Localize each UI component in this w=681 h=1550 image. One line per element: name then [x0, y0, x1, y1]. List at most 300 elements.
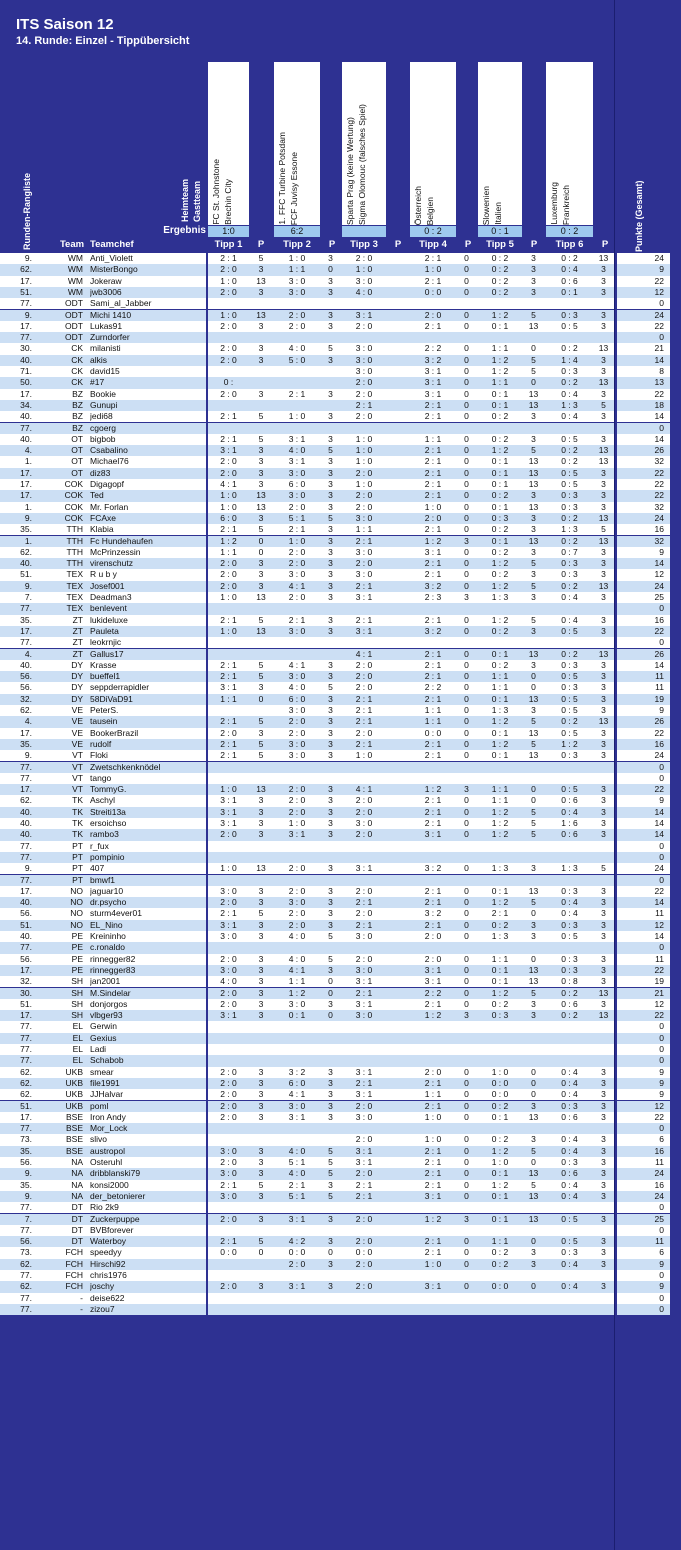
table-row: [0, 389, 681, 400]
cell-tipp5: 0 : 1: [491, 501, 509, 512]
cell-tipp3: 2 : 1: [355, 1077, 373, 1088]
cell-p6: 3: [601, 738, 606, 749]
cell-team: BZ: [72, 399, 83, 410]
cell-tipp2: 1 : 1: [288, 976, 306, 987]
cell-p3: [386, 954, 409, 965]
cell-p6: 3: [601, 546, 606, 557]
cell-tipp4: 2 : 1: [424, 919, 442, 930]
cell-tipp2: 3 : 0: [288, 750, 306, 761]
cell-p4: [456, 1304, 477, 1315]
tip-column-label: Tipp 4: [419, 239, 447, 250]
cell-tipp4: 0 : 0: [424, 286, 442, 297]
cell-total-points: 9: [659, 1077, 664, 1088]
cell-tipp2: 3 : 0: [288, 275, 306, 286]
cell-p6: [593, 1021, 614, 1032]
cell-team: FCH: [65, 1258, 83, 1269]
cell-tipp6: 0 : 5: [561, 671, 578, 682]
cell-team: PE: [71, 964, 83, 975]
cell-tipp4: 2 : 1: [424, 1168, 442, 1179]
cell-tipp6: 0 : 2: [561, 253, 578, 263]
cell-tipp4: 1 : 0: [424, 1258, 442, 1269]
cell-rank: 17.: [20, 1111, 32, 1122]
cell-tipp5: [478, 1293, 522, 1304]
table-row: [0, 1270, 681, 1281]
cell-p1: 3: [258, 1010, 264, 1021]
cell-tipp5: 1 : 0: [491, 1066, 509, 1077]
cell-p1: 3: [258, 919, 264, 930]
cell-p6: [593, 1055, 614, 1066]
cell-rank: 77.: [20, 1044, 32, 1054]
cell-teamchef: Krasse: [90, 659, 117, 670]
cell-tipp2: 3 : 0: [288, 705, 306, 715]
table-row: [0, 1281, 681, 1292]
cell-tipp4: 2 : 1: [424, 1100, 442, 1111]
table-row: [0, 931, 681, 942]
cell-p5: 13: [528, 467, 539, 478]
cell-p3: [386, 1293, 409, 1304]
points-column-label: P: [328, 239, 336, 250]
cell-tipp4: [410, 1202, 456, 1213]
cell-tipp2: 4 : 0: [288, 445, 306, 456]
cell-tipp2: 4 : 0: [288, 1145, 306, 1156]
cell-tipp3: 3 : 0: [355, 343, 373, 354]
cell-p6: 13: [598, 648, 609, 659]
table-row: [0, 490, 681, 501]
cell-p3: [386, 377, 409, 388]
cell-rank: 40.: [20, 558, 32, 569]
cell-p4: 0: [464, 512, 469, 523]
cell-p2: 5: [328, 1145, 333, 1156]
cell-rank: 7.: [24, 1213, 32, 1224]
cell-total-points: 0: [659, 1044, 664, 1054]
cell-tipp6: [546, 1202, 593, 1213]
cell-tipp4: [410, 773, 456, 784]
cell-total-points: 12: [654, 919, 664, 930]
cell-p3: [386, 750, 409, 761]
cell-tipp6: 0 : 4: [561, 1145, 578, 1156]
cell-p2: [320, 1021, 341, 1032]
match-away-team: Belgien: [425, 196, 435, 225]
cell-team: VT: [72, 750, 83, 761]
cell-team: ODT: [65, 320, 83, 331]
cell-rank: 77.: [20, 1123, 32, 1134]
cell-p6: [593, 1270, 614, 1281]
cell-total-points: 14: [654, 354, 664, 365]
cell-tipp1: 2 : 0: [220, 354, 237, 365]
cell-p4: 0: [464, 885, 469, 896]
cell-teamchef: rinnegger83: [90, 964, 136, 975]
cell-tipp2: 3 : 0: [288, 569, 306, 580]
cell-p1: 3: [258, 445, 264, 456]
cell-rank: 9.: [24, 309, 32, 320]
cell-p1: 3: [258, 1077, 264, 1088]
cell-tipp1: 2 : 0: [220, 998, 237, 1009]
cell-p6: 3: [601, 309, 606, 320]
cell-tipp1: 2 : 0: [220, 558, 237, 569]
cell-tipp2: 3 : 0: [288, 625, 306, 636]
cell-tipp2: [274, 1304, 320, 1315]
cell-team: DY: [71, 671, 83, 682]
points-column-label: P: [464, 239, 472, 250]
cell-total-points: 0: [659, 1270, 664, 1280]
cell-p1: 3: [258, 286, 264, 297]
cell-rank: 4.: [24, 648, 32, 659]
cell-p4: 0: [464, 1066, 469, 1077]
cell-teamchef: zizou7: [90, 1303, 115, 1314]
cell-tipp2: [274, 942, 320, 953]
cell-tipp6: 0 : 3: [561, 501, 578, 512]
cell-tipp4: 2 : 1: [424, 885, 442, 896]
cell-p4: 0: [464, 558, 469, 569]
cell-teamchef: 58DiVaD91: [90, 693, 133, 704]
cell-team: BSE: [65, 1123, 83, 1134]
cell-total-points: 9: [659, 1089, 664, 1100]
cell-p2: [320, 637, 341, 648]
cell-p4: 3: [464, 592, 469, 602]
cell-p3: [386, 355, 409, 366]
cell-p4: 0: [464, 705, 469, 715]
cell-p6: 3: [601, 953, 606, 964]
cell-p5: 3: [531, 705, 536, 715]
cell-tipp3: 3 : 0: [355, 546, 373, 557]
cell-p5: [522, 1225, 545, 1236]
table-row: [0, 1236, 681, 1247]
cell-tipp1: 2 : 0: [220, 1111, 237, 1122]
cell-p5: 13: [528, 1168, 539, 1179]
cell-p4: 0: [464, 738, 469, 749]
cell-tipp1: 1 : 1: [220, 693, 237, 704]
cell-tipp5: [478, 942, 522, 953]
cell-tipp4: 2 : 1: [424, 524, 442, 535]
cell-p2: 3: [328, 501, 333, 512]
cell-p6: 3: [601, 1089, 606, 1100]
cell-p3: [386, 920, 409, 931]
cell-tipp2: 4 : 0: [288, 1168, 306, 1179]
cell-p5: 0: [531, 1089, 536, 1100]
cell-team: DT: [71, 1224, 83, 1235]
cell-p4: 0: [464, 1247, 469, 1258]
cell-tipp3: 4 : 1: [355, 784, 373, 795]
cell-p5: 0: [531, 682, 536, 693]
cell-tipp1: 3 : 0: [220, 1190, 237, 1201]
cell-teamchef: vlbger93: [90, 1010, 123, 1021]
cell-p5: 3: [531, 433, 536, 444]
table-row: [0, 569, 681, 580]
cell-p1: [249, 1202, 273, 1213]
cell-team: EL: [72, 1044, 83, 1054]
cell-p4: 0: [464, 693, 469, 704]
cell-tipp6: [546, 841, 593, 852]
cell-tipp4: 2 : 1: [424, 897, 442, 908]
cell-tipp5: 1 : 2: [491, 366, 509, 376]
cell-p5: 13: [528, 693, 539, 704]
cell-teamchef: poml: [90, 1100, 109, 1111]
table-row: [0, 264, 681, 275]
cell-tipp6: 0 : 4: [561, 592, 578, 602]
cell-p6: 3: [601, 1281, 606, 1292]
cell-tipp3: 2 : 0: [355, 1168, 373, 1179]
cell-teamchef: Pauleta: [90, 625, 119, 636]
cell-total-points: 24: [654, 580, 664, 591]
cell-tipp5: 1 : 1: [491, 343, 509, 354]
cell-tipp4: 3 : 2: [424, 908, 442, 919]
table-row: [0, 705, 681, 716]
cell-tipp5: 0 : 1: [491, 399, 509, 410]
cell-p4: 0: [464, 1179, 469, 1190]
cell-tipp3: 1 : 0: [355, 433, 373, 444]
cell-total-points: 22: [654, 964, 664, 975]
cell-tipp3: 2 : 1: [355, 1190, 373, 1201]
cell-p4: 0: [464, 987, 469, 998]
cell-p5: 0: [531, 784, 536, 795]
cell-tipp4: [410, 1044, 456, 1055]
table-row: [0, 1055, 681, 1066]
cell-tipp2: 1 : 0: [288, 535, 306, 546]
cell-tipp6: 0 : 3: [561, 309, 578, 320]
cell-p1: 13: [256, 490, 266, 501]
cell-p4: 0: [464, 546, 469, 557]
table-row: [0, 1259, 681, 1270]
table-row: [0, 1112, 681, 1123]
cell-team: SH: [71, 987, 83, 998]
cell-tipp3: [342, 637, 386, 648]
cell-p1: [249, 423, 273, 434]
match-result: 0 : 2: [410, 226, 456, 237]
cell-tipp6: 0 : 4: [561, 908, 578, 919]
cell-tipp3: 3 : 0: [355, 1111, 373, 1122]
cell-tipp1: [208, 1293, 249, 1304]
cell-total-points: 19: [654, 976, 664, 987]
cell-p6: 3: [601, 784, 606, 795]
cell-tipp1: 3 : 1: [220, 795, 237, 806]
cell-total-points: 22: [654, 490, 664, 501]
cell-p6: [593, 1304, 614, 1315]
cell-rank: 77.: [20, 1202, 32, 1213]
cell-p4: 0: [464, 1281, 469, 1292]
cell-team: TTH: [66, 524, 83, 535]
cell-team: NA: [71, 1157, 83, 1167]
cell-p2: 3: [328, 535, 333, 546]
cell-rank: 40.: [20, 818, 32, 828]
cell-p6: 5: [601, 524, 606, 535]
cell-p1: 13: [256, 275, 266, 286]
cell-p5: 3: [531, 546, 536, 557]
cell-tipp6: 0 : 4: [561, 1077, 578, 1088]
cell-tipp3: 3 : 0: [355, 354, 373, 365]
cell-p2: [320, 1134, 341, 1145]
cell-teamchef: Bookie: [90, 388, 116, 399]
cell-teamchef: dribblanski79: [90, 1168, 141, 1179]
cell-p3: [386, 310, 409, 321]
cell-team: PT: [72, 851, 83, 862]
cell-p5: [522, 773, 545, 784]
cell-p1: [249, 1123, 273, 1134]
cell-rank: 9.: [24, 750, 32, 761]
cell-p5: 3: [531, 275, 536, 286]
cell-total-points: 26: [654, 445, 664, 456]
table-row: [0, 750, 681, 761]
cell-tipp1: 2 : 0: [220, 320, 237, 331]
cell-tipp2: [274, 332, 320, 343]
cell-team: TTH: [66, 535, 83, 546]
cell-tipp5: 1 : 0: [491, 1157, 509, 1167]
cell-tipp1: [208, 942, 249, 953]
cell-tipp5: 1 : 2: [491, 897, 509, 908]
cell-p4: 0: [464, 1077, 469, 1088]
cell-tipp6: [546, 603, 593, 614]
cell-p3: [386, 603, 409, 614]
cell-tipp5: 0 : 2: [491, 253, 509, 263]
cell-tipp3: 2 : 1: [355, 738, 373, 749]
cell-p5: 0: [531, 1281, 536, 1292]
cell-rank: 73.: [20, 1247, 32, 1258]
cell-p6: [593, 1293, 614, 1304]
cell-total-points: 14: [654, 411, 664, 422]
cell-tipp5: 0 : 0: [491, 1089, 509, 1100]
cell-tipp3: [342, 1304, 386, 1315]
cell-p3: [386, 456, 409, 467]
cell-teamchef: sturm4ever01: [90, 908, 142, 919]
cell-tipp5: 0 : 1: [491, 535, 509, 546]
cell-tipp1: 3 : 1: [220, 682, 237, 693]
cell-team: COK: [64, 490, 83, 501]
match-result: 1:0: [208, 226, 249, 237]
cell-tipp3: 2 : 1: [355, 535, 373, 546]
cell-rank: 50.: [20, 377, 32, 388]
cell-total-points: 22: [654, 1111, 664, 1122]
cell-p3: [386, 829, 409, 840]
cell-tipp6: 0 : 6: [561, 275, 578, 286]
table-row: [0, 908, 681, 919]
cell-tipp3: 2 : 1: [355, 919, 373, 930]
cell-p5: 3: [531, 1258, 536, 1269]
cell-team: ZT: [72, 637, 83, 648]
table-row: [0, 321, 681, 332]
cell-p6: 3: [601, 919, 606, 930]
cell-p6: 3: [601, 727, 606, 738]
cell-tipp4: 1 : 2: [424, 784, 442, 795]
cell-teamchef: c.ronaldo: [90, 942, 125, 953]
cell-tipp2: 2 : 0: [288, 558, 306, 569]
cell-tipp6: 0 : 4: [561, 806, 578, 817]
cell-teamchef: bigbob: [90, 433, 116, 444]
cell-teamchef: Csabalino: [90, 445, 128, 456]
table-row: [0, 762, 681, 773]
cell-total-points: 12: [654, 998, 664, 1009]
cell-tipp3: 2 : 1: [355, 1179, 373, 1190]
cell-tipp5: 0 : 2: [491, 411, 509, 422]
cell-tipp3: 3 : 0: [355, 366, 373, 376]
cell-p4: 0: [464, 399, 469, 410]
cell-p2: 3: [328, 908, 333, 919]
cell-rank: 77.: [20, 603, 32, 614]
cell-p3: [386, 1078, 409, 1089]
cell-rank: 77.: [20, 298, 32, 309]
cell-teamchef: bueffel1: [90, 671, 121, 682]
cell-tipp3: 2 : 0: [355, 1236, 373, 1247]
cell-teamchef: r_fux: [90, 840, 109, 851]
cell-p2: 3: [328, 964, 333, 975]
cell-tipp3: [342, 1044, 386, 1055]
cell-p1: [249, 366, 273, 377]
cell-p1: [249, 1033, 273, 1044]
cell-p2: 3: [328, 693, 333, 704]
cell-teamchef: Kreininho: [90, 931, 126, 941]
cell-tipp4: 2 : 1: [424, 1236, 442, 1247]
cell-p6: 5: [601, 399, 606, 410]
table-row: [0, 445, 681, 456]
cell-tipp2: [274, 423, 320, 434]
cell-tipp2: 4 : 0: [288, 682, 306, 693]
cell-p1: 3: [258, 343, 264, 354]
table-row: [0, 807, 681, 818]
cell-p4: 0: [464, 976, 469, 987]
cell-tipp5: 0 : 1: [491, 693, 509, 704]
cell-p1: [249, 942, 273, 953]
cell-p1: 5: [258, 253, 264, 263]
cell-p1: 3: [258, 512, 264, 523]
cell-total-points: 6: [659, 1247, 664, 1258]
cell-tipp6: 0 : 5: [561, 625, 578, 636]
cell-tipp1: [208, 366, 249, 377]
cell-p6: 3: [601, 592, 606, 602]
cell-tipp2: 4 : 2: [288, 1236, 306, 1247]
cell-tipp4: [410, 1225, 456, 1236]
cell-p5: 13: [528, 501, 539, 512]
cell-p2: 3: [328, 354, 333, 365]
cell-tipp4: 2 : 1: [424, 456, 442, 467]
cell-p1: 0: [258, 546, 264, 557]
cell-p1: 3: [258, 818, 264, 828]
cell-p5: 3: [531, 411, 536, 422]
cell-p6: [593, 603, 614, 614]
cell-total-points: 14: [654, 829, 664, 840]
cell-p2: 3: [328, 885, 333, 896]
cell-tipp5: 0 : 2: [491, 1258, 509, 1269]
cell-tipp4: [410, 1293, 456, 1304]
cell-total-points: 26: [654, 648, 664, 659]
cell-tipp1: 3 : 0: [220, 885, 237, 896]
cell-p6: 3: [601, 479, 606, 489]
cell-p3: [386, 366, 409, 377]
cell-tipp3: 2 : 1: [355, 399, 373, 410]
cell-p6: 3: [601, 354, 606, 365]
cell-total-points: 11: [655, 953, 664, 964]
cell-p3: [386, 411, 409, 422]
cell-tipp3: 2 : 0: [355, 1258, 373, 1269]
cell-tipp2: 2 : 0: [288, 501, 306, 512]
cell-tipp3: 2 : 0: [355, 411, 373, 422]
cell-total-points: 14: [654, 897, 664, 908]
cell-p5: 5: [531, 309, 536, 320]
cell-tipp6: 0 : 2: [561, 535, 578, 546]
cell-p6: 3: [601, 614, 606, 625]
cell-team: ODT: [65, 332, 83, 343]
cell-tipp1: [208, 1044, 249, 1055]
cell-tipp5: 1 : 1: [491, 1236, 509, 1247]
cell-tipp2: 3 : 0: [288, 1100, 306, 1111]
cell-p6: 13: [598, 716, 609, 727]
cell-p5: 3: [531, 524, 536, 535]
table-row: [0, 818, 681, 829]
cell-tipp1: 2 : 0: [220, 388, 237, 399]
cell-tipp2: 3 : 0: [288, 897, 306, 908]
cell-p3: [386, 1236, 409, 1247]
cell-rank: 17.: [20, 625, 32, 636]
cell-tipp4: 1 : 0: [424, 264, 442, 275]
cell-tipp4: 2 : 1: [424, 320, 442, 331]
cell-p6: 3: [601, 818, 606, 828]
